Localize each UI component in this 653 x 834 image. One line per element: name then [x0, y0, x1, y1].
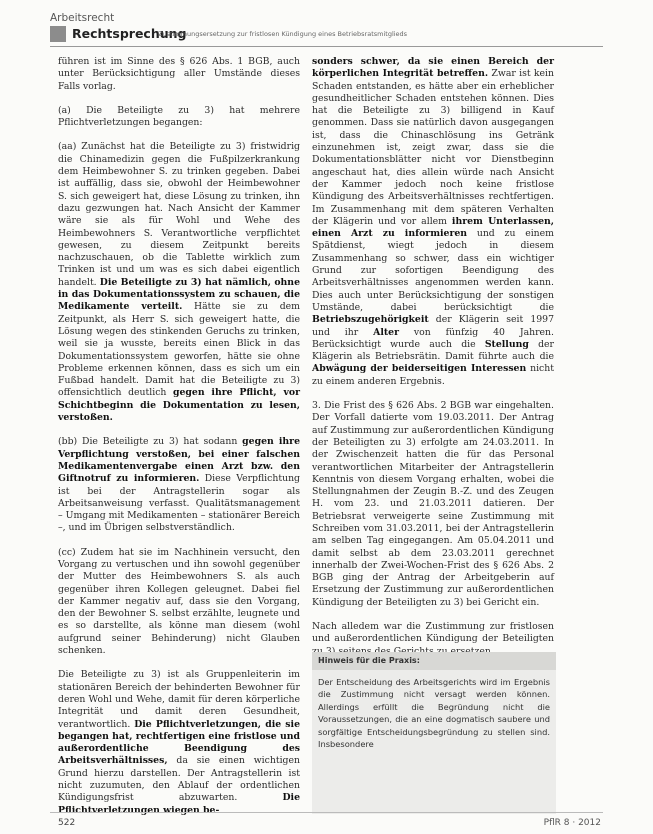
left-column [58, 56, 300, 829]
paragraph: führen ist im Sinne des § 626 Abs. 1 BGB, auch unter Berücksichtigung aller Umstände dieses Falls vorlag. [58, 56, 300, 92]
practice-note-box [312, 652, 556, 814]
right-column [312, 56, 554, 670]
practice-note-text: Der Entscheidung des Arbeitsgerichts wird im Ergebnis die Zustimmung nicht versagt werden können. Allerdings erfüllt die Begründung nicht die Voraussetzungen, die an eine dogmatisch saubere und sorgfältige Entscheidungsbegründung zu stellen sind. Insbesondere [318, 677, 550, 750]
paragraph: (bb) Die Beteiligte zu 3) hat sodann gegen ihre Verpflichtung verstoßen, bei einer falschen Medikamentenvergabe einen Arzt bzw. den Giftnotruf zu informieren. Diese Verpflichtung ist bei der Antragstellerin sogar als Arbeitsanweisung verfasst. Qualitätsmanagement – Umgang mit Medikamenten – stationärer Bereich –, und im Übrigen selbstverständlich. [58, 436, 301, 534]
header-marker [50, 26, 66, 42]
paragraph: Nach alledem war die Zustimmung zur fristlosen und außerordentlichen Kündigung der Beteiligten [312, 621, 554, 645]
header-divider [50, 46, 603, 47]
page-subtitle: Zustimmungsersetzung zur fristlosen Kündigung eines Betriebsratsmitglieds [158, 30, 408, 38]
paragraph: 3. Die Frist des § 626 Abs. 2 BGB war eingehalten. Der Vorfall datierte vom 19.03.2011. Der Antrag auf Zustimmung zur außerordentlichen Kündigung der Beteiligten zu 3) erfolgte am 24.03.2011. In der Zwischenzeit hatten die für das Personal verantwortlichen Mitarbeiter der Antragstellerin Kenntnis von diesem Vorgang erhalten, wobei die Stellungnahmen der Zeugin B.-Z. und des Zeugen H. vom 23. und 21.03.2011 datieren. Der Betriebsrat verweigerte seine Zustimmung mit Schreiben vom 31.03.2011, bei der Antragstellerin am selben Tag eingegangen. Am 05.04.2011 und damit selbst ab dem 23.03.2011 gerechnet innerhalb der Zwei-Wochen-Frist des § 626 Abs. 2 BGB ging der Antrag der Arbeitgeberin auf Ersetzung der Zustimmung zur außerordentlichen Kündigung der Beteiligten zu 3) bei Gericht ein. [312, 400, 554, 608]
practice-note-title: Hinweis für die Praxis: [312, 652, 556, 670]
paragraph: (aa) Zunächst hat die Beteiligte zu 3) fristwidrig die Chinamedizin gegen die Fußpilzerkrankung dem Heimbewohner S. zu trinken gegeben. Dabei ist auffällig, dass sie, obwohl der Heimbewohner S. sich geweigert hat, diese Lösung zu trinken, ihn dazu gezwungen hat. Nach Ansicht der Kammer wäre sie als für Wohl und Wehe des Heimbewohners S. Verantwortliche verpflichtet gewesen, zu diesem Zeitpunkt bereits nachzuschauen, ob die Tablette wirklich zum Trinken ist und um was es sich dabei eigentlich handelt. Die Beteiligte zu 3) hat nämlich, ohne in das Dokumentationssystem zu schauen, die Medikamente verteilt. Hätte sie zu dem Zeitpunkt, als Herr S. sich geweigert hatte, die Lösung wegen des stinkenden Geruchs zu trinken, weil sie ja wusste, bereits einen Blick in das Dokumentationssystem geworfen, hätte sie ohne Probleme erkennen können, dass es sich um ein Fußbad handelt. Damit hat die Beteiligte zu 3) offensichtlich deutlich gegen ihre Pflicht, vor Schichtbeginn die Dokumentation zu lesen, verstoßen. [58, 141, 300, 424]
paragraph: (a) Die Beteiligte zu 3) hat mehrere Pflichtverletzungen begangen: [58, 104, 300, 129]
paragraph: (cc) Zudem hat sie im Nachhinein versucht, den Vorgang zu vertuschen und ihn sowohl gegenüber der Mutter des Heimbewohners S. als auch gegenüber ihren Kollegen geleugnet. Dabei fiel der Kammer negativ auf, dass sie den Vorgang, den der Bewohner S. selbst erzählte, leugnete und es so darstellte, als könne man diesem (wohl aufgrund seiner Behinderung) nicht Glauben schenken. [58, 546, 300, 657]
page-number: 522 [58, 818, 76, 828]
page-title: Rechtsprechung [72, 26, 187, 41]
paragraph: Die Beteiligte zu 3) ist als Gruppenleiterin im stationären Bereich der behinderten Bewohner für deren Wohl und Wehe, damit für deren körperliche Integrität und damit deren Gesundheit, verantwortlich. Die Pflichtverletzungen, die sie begangen hat, rechtfertigen eine fristlose und außerordentliche Beendigung des Arbeitsverhältnisses, da sie einen wichtigen Grund hierzu darstellen. Der Antragstellerin ist nicht zuzumuten, den Ablauf der ordentlichen Kündigungsfrist abzuwarten. Die Pflichtverletzungen wiegen be- [58, 669, 300, 816]
journal-reference: PflR 8 · 2012 [543, 818, 601, 828]
paragraph: sonders schwer, da sie einen Bereich der körperlichen Integrität betreffen. Zwar ist kein Schaden entstanden, es hätte aber ein erheblicher gesundheitlicher Schaden entstehen können. Dies hat die Beteiligte zu 3) billigend in Kauf genommen. Dass sie natürlich davon ausgegangen ist, dass die Chinaschlösung ins Getränk einzunehmen ist, zeigt zwar, dass sie die Dokumentationsblätter nicht vor Dienstbeginn angeschaut hat, dies allein würde nach Ansicht der Kammer jedoch noch keine fristlose Kündigung des Arbeitsverhältnisses rechtfertigen. Im Zusammenhang mit dem späteren Verhalten der Klägerin und vor allem ihrem Unterlassen, einen Arzt zu informieren und zu einem Spätdienst, wiegt jedoch in diesem Zusammenhang so schwer, dass ein wichtiger Grund zur sofortigen Beendigung des Arbeitsverhältnisses angenommen werden kann. Dies auch unter Berücksichtigung der sonstigen Umstände, dabei berücksichtigt die Betriebszugehörigkeit der Klägerin seit 1997 und ihr Alter von fünfzig 40 Jahren. Berücksichtigt wurde auch die Stellung der Klägerin als Betriebsrätin. Damit führte auch die Abwägung der beiderseitigen Interessen nicht zu einem anderen Ergebnis. [312, 56, 554, 387]
footer-divider [50, 812, 603, 813]
section-label: Arbeitsrecht [50, 12, 115, 24]
